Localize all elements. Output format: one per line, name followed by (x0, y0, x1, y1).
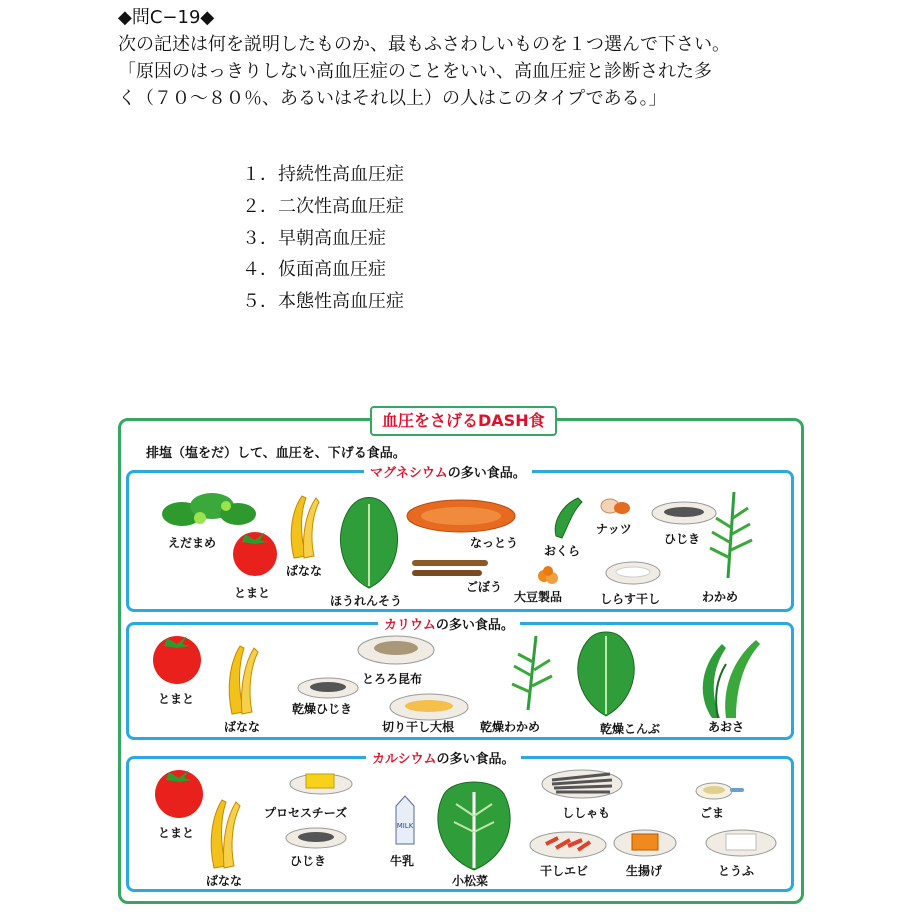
hijiki-illustration (284, 826, 348, 850)
food-label: とうふ (718, 864, 755, 878)
food-label: なっとう (470, 536, 519, 550)
food-label: 干しエビ (540, 864, 589, 878)
food-label: しらす干し (600, 592, 661, 606)
tofu-illustration (704, 828, 778, 858)
question-quote-line1: 「原因のはっきりしない高血圧症のことをいい、高血圧症と診断された多 (118, 61, 712, 82)
shirasu-illustration (604, 560, 662, 586)
wakame-illustration (700, 488, 758, 580)
food-label: あおさ (708, 720, 745, 734)
tomato-illustration (152, 764, 206, 820)
food-label: えだまめ (168, 536, 217, 550)
tomato-illustration (150, 630, 204, 686)
banana-illustration (206, 798, 242, 870)
tomato-illustration (230, 526, 280, 578)
svg-text:MILK: MILK (396, 822, 414, 830)
food-label: 乾燥ひじき (292, 702, 353, 716)
banana-illustration (286, 494, 320, 560)
food-label: ごぼう (466, 580, 503, 594)
dried-shrimp-illustration (528, 830, 608, 860)
food-label: ごま (700, 806, 725, 820)
food-label: ししゃも (562, 806, 611, 820)
food-label: ばなな (206, 874, 243, 888)
option-3[interactable]: ３．早朝高血圧症 (242, 228, 386, 249)
dried-hijiki-illustration (296, 676, 360, 700)
food-label: とまと (158, 826, 195, 840)
namaage-illustration (612, 828, 678, 858)
spinach-illustration (330, 494, 408, 590)
question-quote-line2: く（７０〜８０％、あるいはそれ以上）の人はこのタイプである。」 (118, 88, 667, 109)
option-4[interactable]: ４．仮面高血圧症 (242, 259, 386, 280)
process-cheese-illustration (288, 770, 354, 796)
food-label: ばなな (224, 720, 261, 734)
edamame-illustration (160, 484, 260, 532)
food-label: 乾燥こんぶ (600, 722, 661, 736)
question-instruction: 次の記述は何を説明したものか、最もふさわしいものを１つ選んで下さい。 (118, 34, 730, 55)
food-label: ナッツ (596, 522, 632, 536)
nuts-illustration (598, 494, 634, 518)
milk-carton-illustration (392, 794, 418, 846)
okra-illustration (550, 496, 584, 540)
food-label: 切り干し大根 (382, 720, 455, 734)
panel-potassium-title: カリウムの多い食品。 (378, 614, 520, 633)
shishamo-illustration (540, 768, 624, 800)
food-label: ひじき (290, 854, 327, 868)
natto-illustration (404, 496, 518, 536)
question-heading: ◆問C−19◆ (118, 7, 215, 28)
food-label: 生揚げ (626, 864, 663, 878)
dried-kombu-illustration (566, 628, 646, 718)
food-label: 乾燥わかめ (480, 720, 541, 734)
tororo-kombu-illustration (356, 634, 436, 666)
aosa-illustration (692, 634, 764, 720)
food-label: ばなな (286, 564, 323, 578)
food-label: プロセスチーズ (264, 806, 348, 820)
food-label: わかめ (702, 590, 739, 604)
food-label: とまと (234, 586, 271, 600)
food-label: とまと (158, 692, 195, 706)
food-label: ほうれんそう (330, 594, 403, 608)
poster-title: 血圧をさげるDASH食 (370, 406, 557, 436)
food-label: おくら (544, 544, 581, 558)
food-label: 牛乳 (390, 854, 415, 868)
panel-calcium-title: カルシウムの多い食品。 (366, 748, 521, 767)
banana-illustration (224, 644, 260, 716)
food-label: ひじき (664, 532, 701, 546)
food-label: とろろ昆布 (362, 672, 423, 686)
soy-products-illustration (536, 566, 560, 588)
komatsuna-illustration (426, 776, 522, 872)
sesame-illustration (694, 780, 744, 802)
food-label: 小松菜 (452, 874, 489, 888)
option-1[interactable]: １．持続性高血圧症 (242, 164, 404, 185)
option-5[interactable]: ５．本態性高血圧症 (242, 291, 404, 312)
panel-magnesium-title: マグネシウムの多い食品。 (364, 462, 532, 481)
food-label: 大豆製品 (514, 590, 563, 604)
poster-subtitle: 排塩（塩をだ）して、血圧を、下げる食品。 (146, 446, 406, 461)
option-2[interactable]: ２．二次性高血圧症 (242, 196, 404, 217)
dried-wakame-illustration (506, 632, 556, 712)
